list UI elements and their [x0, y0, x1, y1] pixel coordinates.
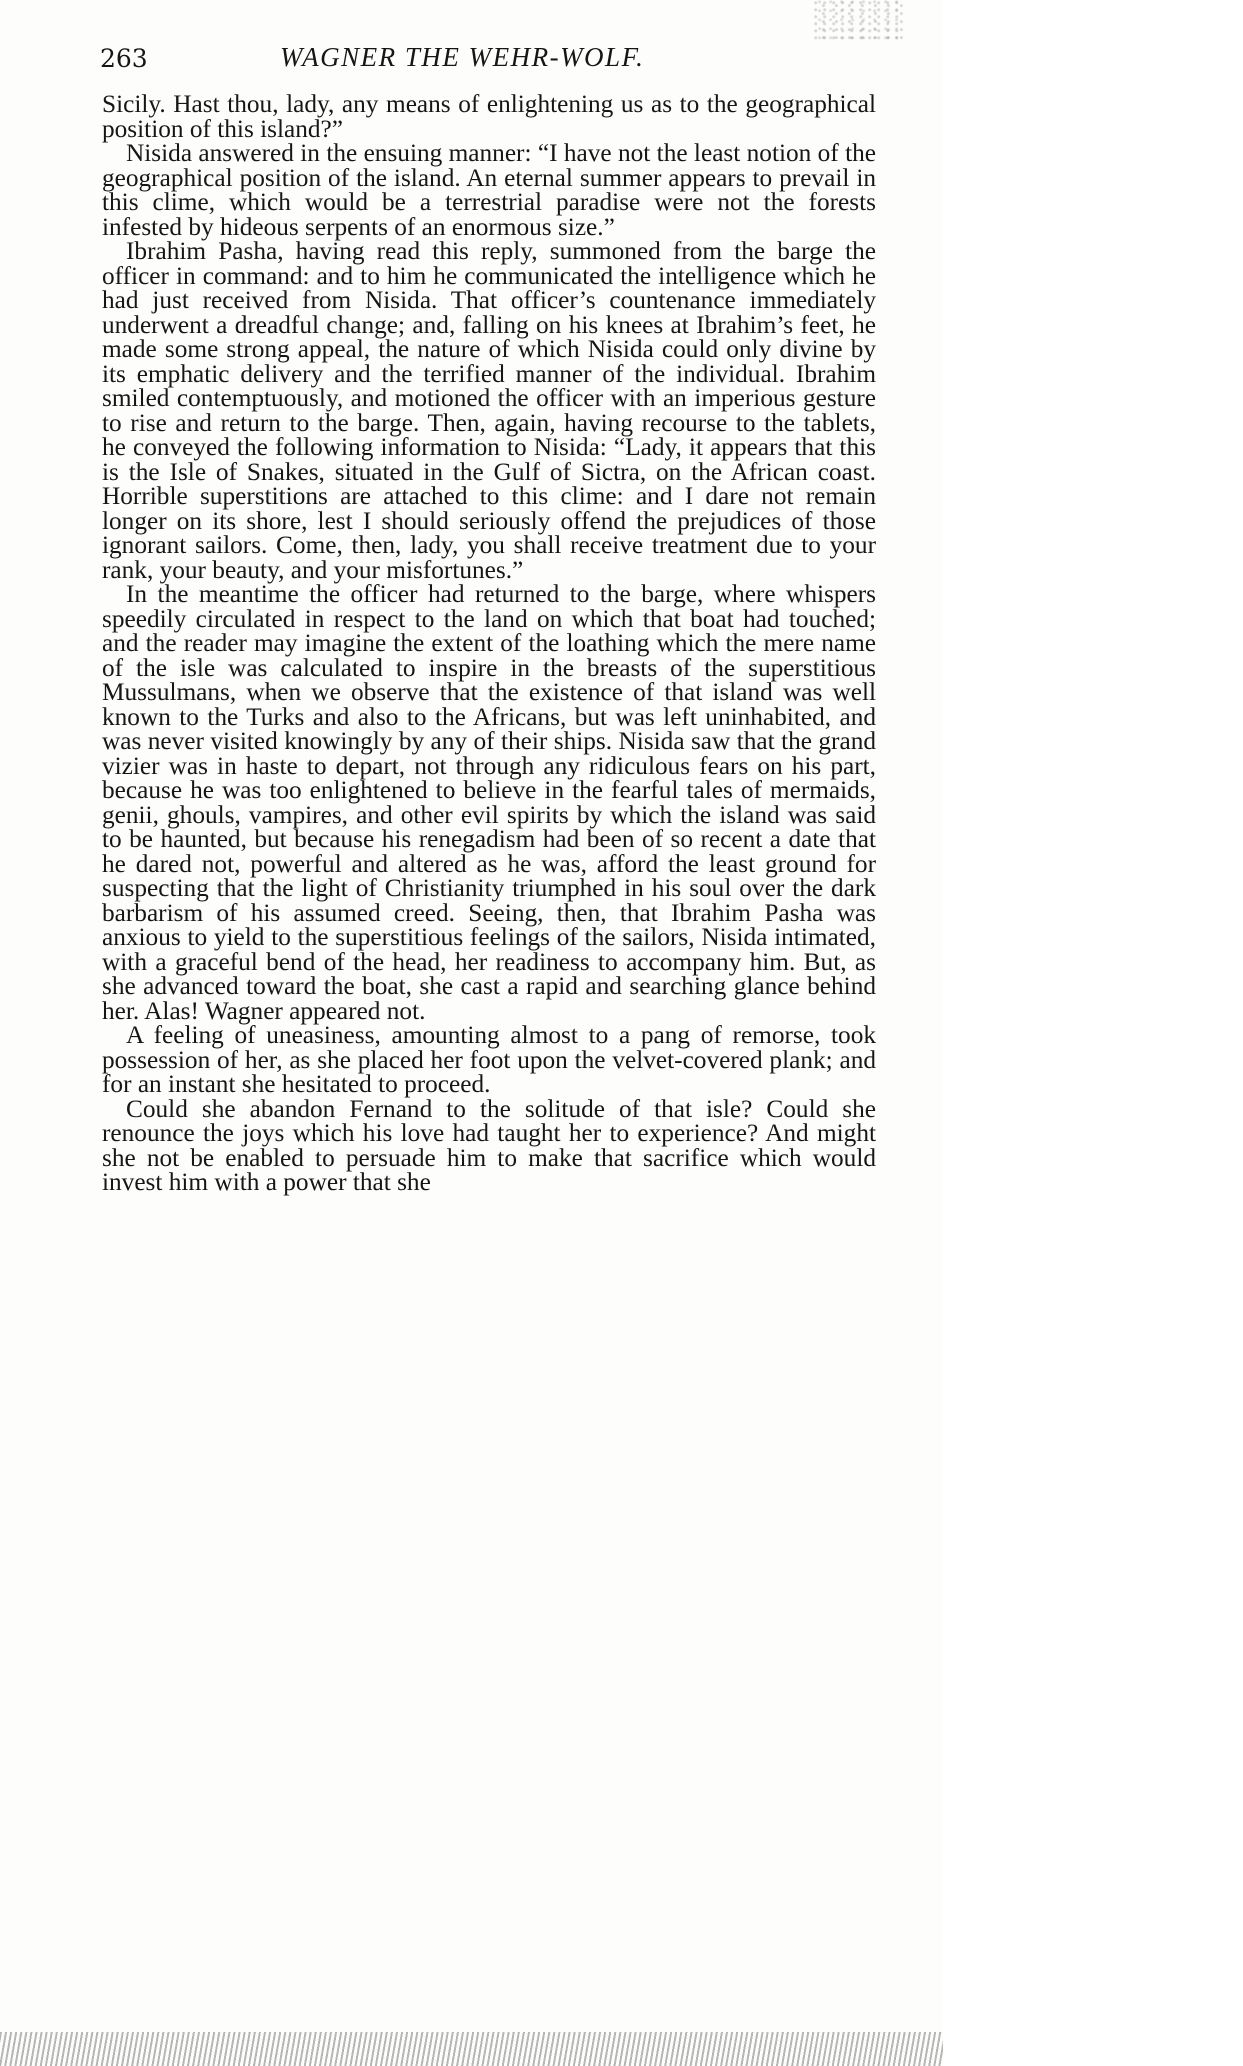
paragraph: Sicily. Hast thou, lady, any means of enlightening us as to the geographical position of this island?”: [102, 90, 876, 143]
paragraph: In the meantime the officer had returned to the barge, where whispers speedily circulated in respect to the land on which that boat had touched; and the reader may imagine the extent of the loathing which the mere name of the isle was calculated to inspire in the breasts of the superstitious Mussulmans, when we observe that the existence of that island was well known to the Turks and also to the Africans, but was left uninhabited, and was never visited knowingly by any of their ships. Nisida saw that the grand vizier was in haste to depart, not through any ridiculous fears on his part, because he was too enlightened to believe in the fearful tales of mermaids, genii, ghouls, vampires, and other evil spirits by which the island was said to be haunted, but because his renegadism had been of so recent a date that he dared not, powerful and altered as he was, afford the least ground for suspecting that the light of Christianity triumphed in his soul over the dark barbarism of his assumed creed. Seeing, then, that Ibrahim Pasha was anxious to yield to the superstitious feelings of the sailors, Nisida intimated, with a graceful bend of the head, her readiness to accompany him. But, as she advanced toward the boat, she cast a rapid and searching glance behind her. Alas! Wagner appeared not.: [102, 580, 876, 1025]
print-speckle: [813, 0, 903, 40]
page-number: 263: [100, 44, 148, 73]
page-bottom-edge: [0, 2032, 943, 2066]
paragraph: Nisida answered in the ensuing manner: “I have not the least notion of the geographical position of the island. An eternal summer appears to prevail in this clime, which would be a terrestrial paradise were not the forests infested by hideous serpents of an enormous size.”: [102, 139, 876, 241]
paragraph: Could she abandon Fernand to the solitude of that isle? Could she renounce the joys which his love had taught her to experience? And might she not be enabled to persuade him to make that sacrifice which would invest him with a power that she: [102, 1094, 876, 1196]
page-header: [100, 40, 880, 80]
paragraph: A feeling of uneasiness, amounting almost to a pang of remorse, took possession of her, as she placed her foot upon the velvet-covered plank; and for an instant she hesitated to proceed.: [102, 1021, 876, 1098]
body-text: [102, 92, 876, 1195]
running-title: WAGNER THE WEHR-WOLF.: [280, 42, 645, 72]
paragraph: Ibrahim Pasha, having read this reply, summoned from the barge the officer in command: and to him he communicated the intelligence which he had just received from Nisida. That officer’s countenance immediately underwent a dreadful change; and, falling on his knees at Ibrahim’s feet, he made some strong appeal, the nature of which Nisida could only divine by its emphatic delivery and the terrified manner of the individual. Ibrahim smiled contemptuously, and motioned the officer with an imperious gesture to rise and return to the barge. Then, again, having recourse to the tablets, he conveyed the following information to Nisida: “Lady, it appears that this is the Isle of Snakes, situated in the Gulf of Sictra, on the African coast. Horrible superstitions are attached to this clime: and I dare not remain longer on its shore, lest I should seriously offend the prejudices of those ignorant sailors. Come, then, lady, you shall receive treatment due to your rank, your beauty, and your misfortunes.”: [102, 237, 876, 584]
